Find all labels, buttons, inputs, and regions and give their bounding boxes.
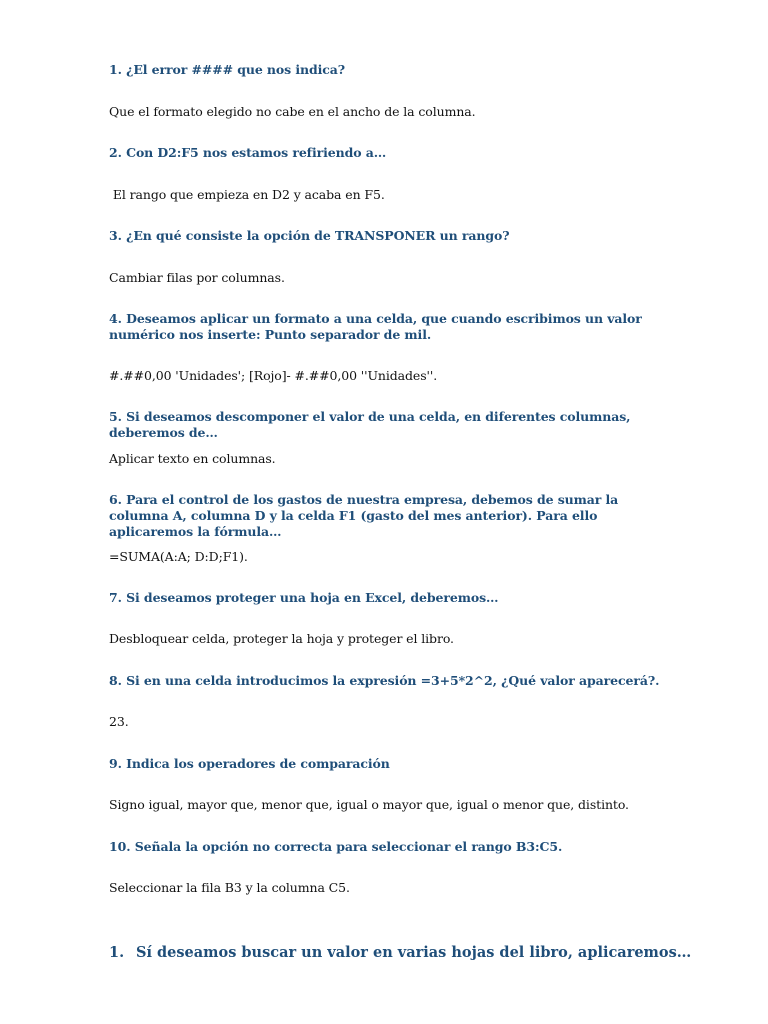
question-5: 5. Si deseamos descomponer el valor de una celda, en diferentes columnas, deberemos de… (109, 409, 631, 440)
question-7: 7. Si deseamos proteger una hoja en Excel, deberemos… (109, 590, 499, 605)
answer-7: Desbloquear celda, proteger la hoja y proteger el libro. (109, 631, 454, 646)
final-question-text: Sí deseamos buscar un valor en varias hojas del libro, aplicaremos… (136, 944, 692, 961)
answer-6: =SUMA(A:A; D:D;F1). (109, 549, 248, 564)
question-9: 9. Indica los operadores de comparación (109, 756, 390, 771)
answer-10: Seleccionar la fila B3 y la columna C5. (109, 880, 350, 895)
question-1: 1. ¿El error #### que nos indica? (109, 62, 346, 77)
final-question (109, 944, 691, 962)
question-3: 3. ¿En qué consiste la opción de TRANSPONER un rango? (109, 228, 510, 243)
final-question-number: 1. (109, 944, 125, 961)
question-2: 2. Con D2:F5 nos estamos refiriendo a… (109, 145, 387, 160)
answer-1: Que el formato elegido no cabe en el ancho de la columna. (109, 104, 476, 119)
question-10: 10. Señala la opción no correcta para seleccionar el rango B3:C5. (109, 839, 563, 854)
answer-8: 23. (109, 714, 129, 729)
answer-2: El rango que empieza en D2 y acaba en F5. (109, 187, 385, 202)
answer-9: Signo igual, mayor que, menor que, igual o mayor que, igual o menor que, distinto. (109, 797, 629, 812)
answer-3: Cambiar filas por columnas. (109, 270, 285, 285)
question-6: 6. Para el control de los gastos de nuestra empresa, debemos de sumar la columna A, columna D y la celda F1 (gasto del mes anterior). Para ello aplicaremos la fórmula… (109, 492, 619, 539)
answer-4: #.##0,00 'Unidades'; [Rojo]- #.##0,00 ''Unidades''. (109, 368, 438, 383)
question-4: 4. Deseamos aplicar un formato a una celda, que cuando escribimos un valor numérico nos inserte: Punto separador de mil. (109, 311, 642, 342)
question-8: 8. Si en una celda introducimos la expresión =3+5*2^2, ¿Qué valor aparecerá?. (109, 673, 660, 688)
answer-5: Aplicar texto en columnas. (109, 451, 276, 466)
